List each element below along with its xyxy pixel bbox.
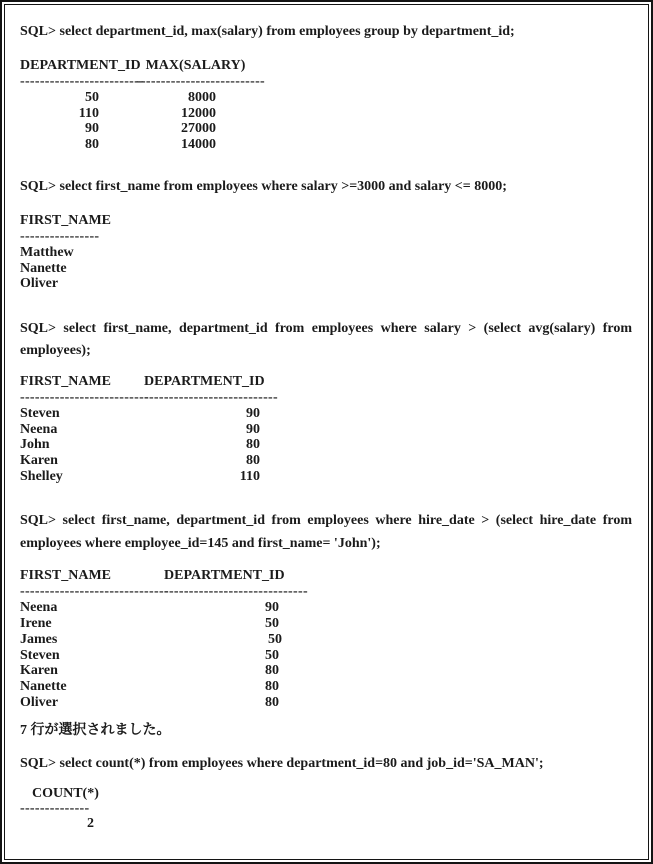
table-cell: 80 bbox=[85, 137, 99, 153]
table-cell: 8000 bbox=[188, 90, 216, 105]
table-cell: 2 bbox=[87, 816, 94, 832]
table-row bbox=[20, 663, 632, 679]
column-header-row bbox=[20, 568, 632, 584]
sql-query bbox=[20, 510, 632, 555]
table-cell: Karen bbox=[20, 453, 58, 469]
column-header: COUNT(*) bbox=[32, 786, 99, 802]
table-cell: James bbox=[20, 631, 58, 647]
table-row bbox=[20, 616, 632, 632]
table-cell: 90 bbox=[85, 121, 99, 137]
console-content bbox=[5, 5, 648, 859]
separator-dashes: ---------------- bbox=[20, 228, 100, 244]
table-cell: Nanette bbox=[20, 260, 67, 276]
table-cell: 80 bbox=[265, 678, 279, 694]
result-rows bbox=[20, 406, 632, 485]
separator-line bbox=[20, 802, 632, 816]
table-cell: 90 bbox=[246, 421, 260, 437]
separator-dashes: ------------------------------ bbox=[20, 584, 169, 600]
query-line: employees where employee_id=145 and first_name= 'John'); bbox=[20, 535, 381, 551]
table-cell: Neena bbox=[20, 421, 58, 437]
query-line: SQL> select first_name, department_id from employees where salary > (select avg(salary) from bbox=[20, 320, 632, 336]
table-row bbox=[20, 261, 632, 277]
table-row bbox=[20, 695, 632, 711]
column-header: DEPARTMENT_ID bbox=[144, 373, 265, 389]
table-cell: Shelley bbox=[20, 468, 63, 484]
table-cell: 27000 bbox=[181, 121, 216, 137]
table-cell: Steven bbox=[20, 647, 60, 663]
table-cell: Nanette bbox=[20, 678, 67, 694]
table-cell: Karen bbox=[20, 663, 58, 679]
separator-dashes: ------------------------- bbox=[20, 74, 145, 89]
table-row bbox=[20, 422, 632, 438]
table-row bbox=[20, 437, 632, 453]
separator-dashes: -------------------------- bbox=[136, 74, 266, 89]
sql-query bbox=[20, 24, 632, 40]
table-cell: Steven bbox=[20, 405, 60, 421]
table-row bbox=[20, 245, 632, 261]
separator-dashes: --------------------------- bbox=[144, 389, 278, 405]
column-header: DEPARTMENT_ID bbox=[20, 58, 141, 73]
table-cell: Oliver bbox=[20, 694, 59, 710]
table-row bbox=[20, 137, 632, 153]
table-row bbox=[20, 276, 632, 292]
result-rows bbox=[20, 90, 632, 153]
column-header: DEPARTMENT_ID bbox=[164, 568, 285, 584]
table-cell: 90 bbox=[265, 600, 279, 616]
table-row bbox=[20, 600, 632, 616]
table-cell: 80 bbox=[265, 694, 279, 710]
table-row bbox=[20, 106, 632, 122]
table-cell: 14000 bbox=[181, 137, 216, 153]
sql-query bbox=[20, 756, 632, 772]
query-line: SQL> select department_id, max(salary) from employees group by department_id; bbox=[20, 24, 515, 39]
table-cell: 12000 bbox=[181, 105, 216, 121]
table-cell: Irene bbox=[20, 616, 52, 632]
result-table bbox=[20, 786, 632, 832]
table-cell: Oliver bbox=[20, 276, 59, 292]
table-row bbox=[20, 453, 632, 469]
column-header-row bbox=[20, 58, 632, 74]
result-rows bbox=[20, 245, 632, 292]
table-row bbox=[20, 406, 632, 422]
row-count-message: 7 行が選択されました。 bbox=[20, 723, 171, 739]
result-table bbox=[20, 213, 632, 292]
column-header: FIRST_NAME bbox=[20, 212, 112, 228]
table-cell: John bbox=[20, 437, 50, 453]
table-cell: 50 bbox=[265, 616, 279, 632]
separator-dashes: ----------------------------- bbox=[164, 584, 308, 600]
result-table bbox=[20, 374, 632, 485]
column-header: FIRST_NAME bbox=[20, 568, 112, 584]
table-cell: 80 bbox=[246, 453, 260, 469]
column-header: MAX(SALARY) bbox=[145, 58, 246, 73]
sql-query bbox=[20, 179, 632, 195]
table-row bbox=[20, 469, 632, 485]
sql-query bbox=[20, 318, 632, 363]
table-cell: 110 bbox=[78, 105, 99, 121]
table-cell: 80 bbox=[265, 663, 279, 679]
table-row bbox=[20, 632, 632, 648]
result-rows bbox=[20, 816, 632, 832]
table-row bbox=[20, 816, 632, 832]
query-line: SQL> select first_name, department_id from employees where hire_date > (select hire_date from bbox=[20, 513, 632, 529]
separator-line bbox=[20, 229, 632, 245]
table-row bbox=[20, 648, 632, 664]
query-line: employees); bbox=[20, 343, 91, 359]
table-cell: 110 bbox=[239, 468, 260, 484]
query-line: SQL> select first_name from employees where salary >=3000 and salary <= 8000; bbox=[20, 178, 507, 194]
table-cell: Matthew bbox=[20, 244, 74, 260]
column-header-row bbox=[20, 213, 632, 229]
result-table bbox=[20, 568, 632, 710]
table-row bbox=[20, 121, 632, 137]
table-cell: 80 bbox=[246, 437, 260, 453]
column-header-row bbox=[20, 786, 632, 802]
table-cell: Neena bbox=[20, 600, 58, 616]
separator-dashes: -------------- bbox=[20, 801, 90, 817]
table-cell: 90 bbox=[246, 405, 260, 421]
table-row bbox=[20, 90, 632, 106]
table-cell: 50 bbox=[265, 647, 279, 663]
query-line: SQL> select count(*) from employees where department_id=80 and job_id='SA_MAN'; bbox=[20, 756, 544, 772]
table-row bbox=[20, 679, 632, 695]
table-cell: 50 bbox=[85, 90, 99, 105]
separator-dashes: -------------------------- bbox=[20, 389, 150, 405]
separator-line bbox=[20, 390, 632, 406]
result-table bbox=[20, 58, 632, 153]
table-cell: 50 bbox=[268, 631, 282, 647]
column-header: FIRST_NAME bbox=[20, 373, 112, 389]
separator-line bbox=[20, 584, 632, 600]
column-header-row bbox=[20, 374, 632, 390]
separator-line bbox=[20, 74, 632, 90]
result-rows bbox=[20, 600, 632, 710]
